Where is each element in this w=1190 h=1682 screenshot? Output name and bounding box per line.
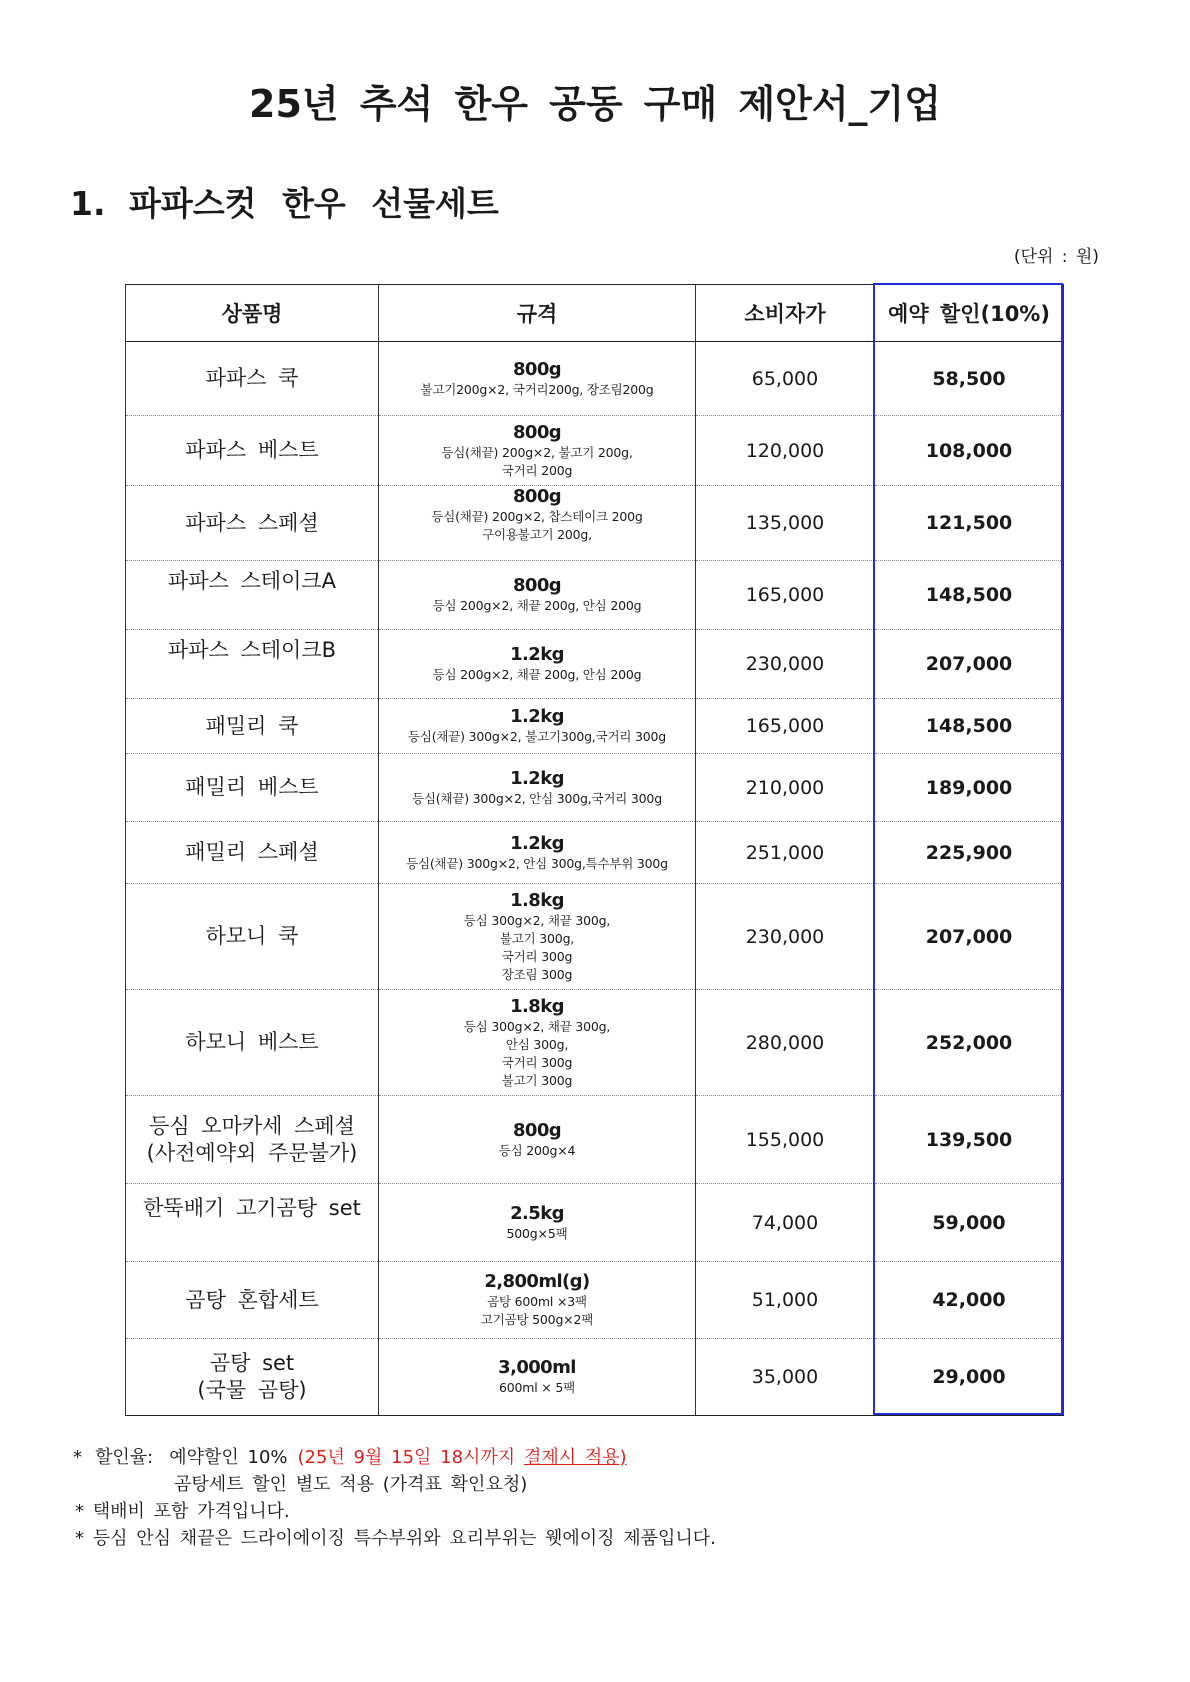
payment-deadline — [298, 1447, 627, 1468]
table-row — [126, 754, 1064, 822]
deadline-text: (25년 9월 15일 18시까지 — [297, 1447, 516, 1468]
spec-weight: 2.5kg — [510, 1202, 564, 1224]
spec-weight: 3,000ml — [498, 1357, 576, 1378]
product-name-line: 곰탕 혼합세트 — [185, 1287, 319, 1312]
note-aging: * 등심 안심 채끝은 드라이에이징 특수부위와 요리부위는 웻에이징 제품입니다. — [75, 1528, 716, 1549]
table-header-row — [126, 285, 1064, 342]
product-spec — [379, 1096, 696, 1184]
spec-detail: 국거리 300g — [501, 948, 573, 964]
spec-weight: 1.2kg — [510, 832, 564, 854]
note-gomtang: 곰탕세트 할인 별도 적용 (가격표 확인요청) — [174, 1474, 528, 1495]
spec-detail: 600ml × 5팩 — [499, 1380, 575, 1395]
table-row — [126, 990, 1064, 1096]
spec-weight: 2,800ml(g) — [484, 1271, 590, 1292]
consumer-price: 35,000 — [696, 1339, 875, 1416]
discount-price: 121,500 — [875, 486, 1064, 561]
discount-price: 29,000 — [875, 1339, 1064, 1416]
spec-detail: 등심(채끝) 300g×2, 안심 300g,국거리 300g — [412, 790, 662, 806]
discount-price: 108,000 — [875, 416, 1064, 486]
consumer-price: 65,000 — [696, 342, 875, 416]
spec-detail: 국거리 300g — [501, 1054, 573, 1070]
product-name — [126, 1096, 379, 1184]
discount-price: 252,000 — [875, 990, 1064, 1096]
spec-detail: 불고기 300g — [501, 1072, 573, 1088]
spec-weight: 800g — [512, 486, 562, 507]
spec-weight: 1.8kg — [510, 889, 564, 911]
product-name-line: (국물 곰탕) — [197, 1378, 307, 1402]
product-spec — [379, 884, 696, 990]
spec-weight: 800g — [512, 421, 562, 443]
product-name-line: 하모니 베스트 — [185, 1030, 319, 1054]
consumer-price: 280,000 — [696, 990, 875, 1096]
product-name — [126, 1184, 379, 1262]
product-name-line: 하모니 쿡 — [205, 924, 299, 948]
spec-detail: 곰탕 600ml ×3팩 — [487, 1294, 587, 1309]
notes — [70, 1444, 716, 1552]
table-row — [126, 342, 1064, 416]
product-name — [126, 822, 379, 884]
spec-weight: 1.2kg — [510, 767, 564, 789]
product-name-line: 파파스 베스트 — [185, 438, 319, 462]
spec-detail: 등심 200g×2, 채끝 200g, 안심 200g — [432, 598, 642, 613]
spec-detail: 등심 300g×2, 채끝 300g, — [463, 1018, 611, 1034]
table-row — [126, 884, 1064, 990]
product-name-line: 패밀리 스페셜 — [185, 840, 319, 864]
spec-detail: 국거리 200g — [501, 462, 573, 478]
spec-weight: 1.8kg — [510, 995, 564, 1017]
spec-detail: 등심(채끝) 300g×2, 안심 300g,특수부위 300g — [406, 855, 668, 871]
header-consumer-price: 소비자가 — [696, 285, 875, 342]
product-name — [126, 990, 379, 1096]
product-spec — [379, 486, 696, 561]
spec-detail: 장조림 300g — [501, 966, 573, 982]
table-row — [126, 822, 1064, 884]
product-spec — [379, 1184, 696, 1262]
spec-detail: 등심(채끝) 300g×2, 불고기300g,국거리 300g — [408, 729, 666, 744]
consumer-price: 210,000 — [696, 754, 875, 822]
product-spec — [379, 630, 696, 699]
product-spec — [379, 754, 696, 822]
product-spec — [379, 1339, 696, 1416]
spec-detail: 불고기200g×2, 국거리200g, 장조림200g — [420, 381, 654, 397]
spec-detail: 등심 300g×2, 채끝 300g, — [463, 912, 611, 928]
consumer-price: 230,000 — [696, 884, 875, 990]
deadline-emphasis: 결제시 적용) — [523, 1447, 627, 1468]
product-name-line: 파파스 스테이크A — [167, 569, 337, 593]
table-row — [126, 486, 1064, 561]
unit-label: (단위 : 원) — [1013, 247, 1099, 267]
product-name-line: 파파스 쿡 — [205, 366, 299, 390]
product-name-line: 등심 오마카세 스페셜 — [149, 1113, 355, 1138]
product-name-line: 한뚝배기 고기곰탕 set — [143, 1196, 361, 1220]
spec-weight: 800g — [512, 358, 562, 380]
product-name — [126, 884, 379, 990]
table-row — [126, 630, 1064, 699]
spec-detail: 고기곰탕 500g×2팩 — [480, 1312, 594, 1327]
table-row — [126, 416, 1064, 486]
product-name-line: 패밀리 쿡 — [205, 713, 299, 738]
price-table — [125, 284, 1064, 1416]
spec-weight: 1.2kg — [510, 644, 564, 665]
spec-detail: 등심(채끝) 200g×2, 찹스테이크 200g — [431, 509, 643, 524]
product-name-line: (사전예약외 주문불가) — [146, 1140, 358, 1165]
product-spec — [379, 342, 696, 416]
spec-detail: 구이용불고기 200g, — [482, 527, 592, 542]
discount-rate-label: 할인율: — [95, 1447, 154, 1468]
table-row — [126, 1339, 1064, 1416]
consumer-price: 74,000 — [696, 1184, 875, 1262]
spec-weight: 800g — [512, 1119, 562, 1141]
product-name — [126, 1339, 379, 1416]
note-shipping: * 택배비 포함 가격입니다. — [75, 1501, 290, 1522]
discount-price: 225,900 — [875, 822, 1064, 884]
consumer-price: 120,000 — [696, 416, 875, 486]
product-name-line: 파파스 스테이크B — [167, 638, 337, 662]
table-row — [126, 699, 1064, 754]
page-title: 25년 추석 한우 공동 구매 제안서_기업 — [249, 82, 941, 126]
discount-price: 42,000 — [875, 1262, 1064, 1339]
product-name — [126, 630, 379, 699]
product-spec — [379, 1262, 696, 1339]
spec-weight: 1.2kg — [510, 706, 564, 727]
spec-detail: 안심 300g, — [505, 1036, 569, 1052]
product-name — [126, 561, 379, 630]
product-spec — [379, 822, 696, 884]
header-reservation-discount: 예약 할인(10%) — [875, 285, 1064, 342]
header-product-name: 상품명 — [126, 285, 379, 342]
product-name — [126, 342, 379, 416]
product-spec — [379, 990, 696, 1096]
product-name — [126, 699, 379, 754]
discount-price: 139,500 — [875, 1096, 1064, 1184]
product-spec — [379, 416, 696, 486]
spec-detail: 등심(채끝) 200g×2, 불고기 200g, — [441, 444, 633, 460]
section-number: 1. — [70, 184, 106, 223]
consumer-price: 155,000 — [696, 1096, 875, 1184]
product-name — [126, 416, 379, 486]
spec-weight: 800g — [512, 575, 562, 596]
header-spec: 규격 — [379, 285, 696, 342]
product-name-line: 곰탕 set — [209, 1351, 295, 1375]
product-name — [126, 754, 379, 822]
consumer-price: 165,000 — [696, 699, 875, 754]
consumer-price: 251,000 — [696, 822, 875, 884]
discount-price: 189,000 — [875, 754, 1064, 822]
product-spec — [379, 561, 696, 630]
table-row — [126, 1184, 1064, 1262]
discount-price: 59,000 — [875, 1184, 1064, 1262]
discount-price: 207,000 — [875, 630, 1064, 699]
section-title: 파파스컷 한우 선물세트 — [129, 184, 499, 223]
spec-detail: 등심 200g×2, 채끝 200g, 안심 200g — [432, 667, 642, 682]
consumer-price: 135,000 — [696, 486, 875, 561]
consumer-price: 230,000 — [696, 630, 875, 699]
table-row — [126, 561, 1064, 630]
consumer-price: 165,000 — [696, 561, 875, 630]
discount-price: 58,500 — [875, 342, 1064, 416]
product-name — [126, 486, 379, 561]
discount-price: 148,500 — [875, 561, 1064, 630]
table-row — [126, 1262, 1064, 1339]
product-name — [126, 1262, 379, 1339]
product-spec — [379, 699, 696, 754]
note-bullet: * — [73, 1447, 82, 1468]
section-heading — [70, 184, 499, 224]
discount-price: 148,500 — [875, 699, 1064, 754]
product-name-line: 파파스 스페셜 — [185, 510, 319, 535]
consumer-price: 51,000 — [696, 1262, 875, 1339]
spec-detail: 500g×5팩 — [506, 1225, 568, 1241]
table-row — [126, 1096, 1064, 1184]
spec-detail: 불고기 300g, — [499, 930, 575, 946]
discount-price: 207,000 — [875, 884, 1064, 990]
product-name-line: 패밀리 베스트 — [185, 775, 319, 799]
spec-detail: 등심 200g×4 — [498, 1142, 576, 1158]
note-discount — [70, 1444, 716, 1471]
discount-rate-value: 예약할인 10% — [169, 1447, 288, 1468]
